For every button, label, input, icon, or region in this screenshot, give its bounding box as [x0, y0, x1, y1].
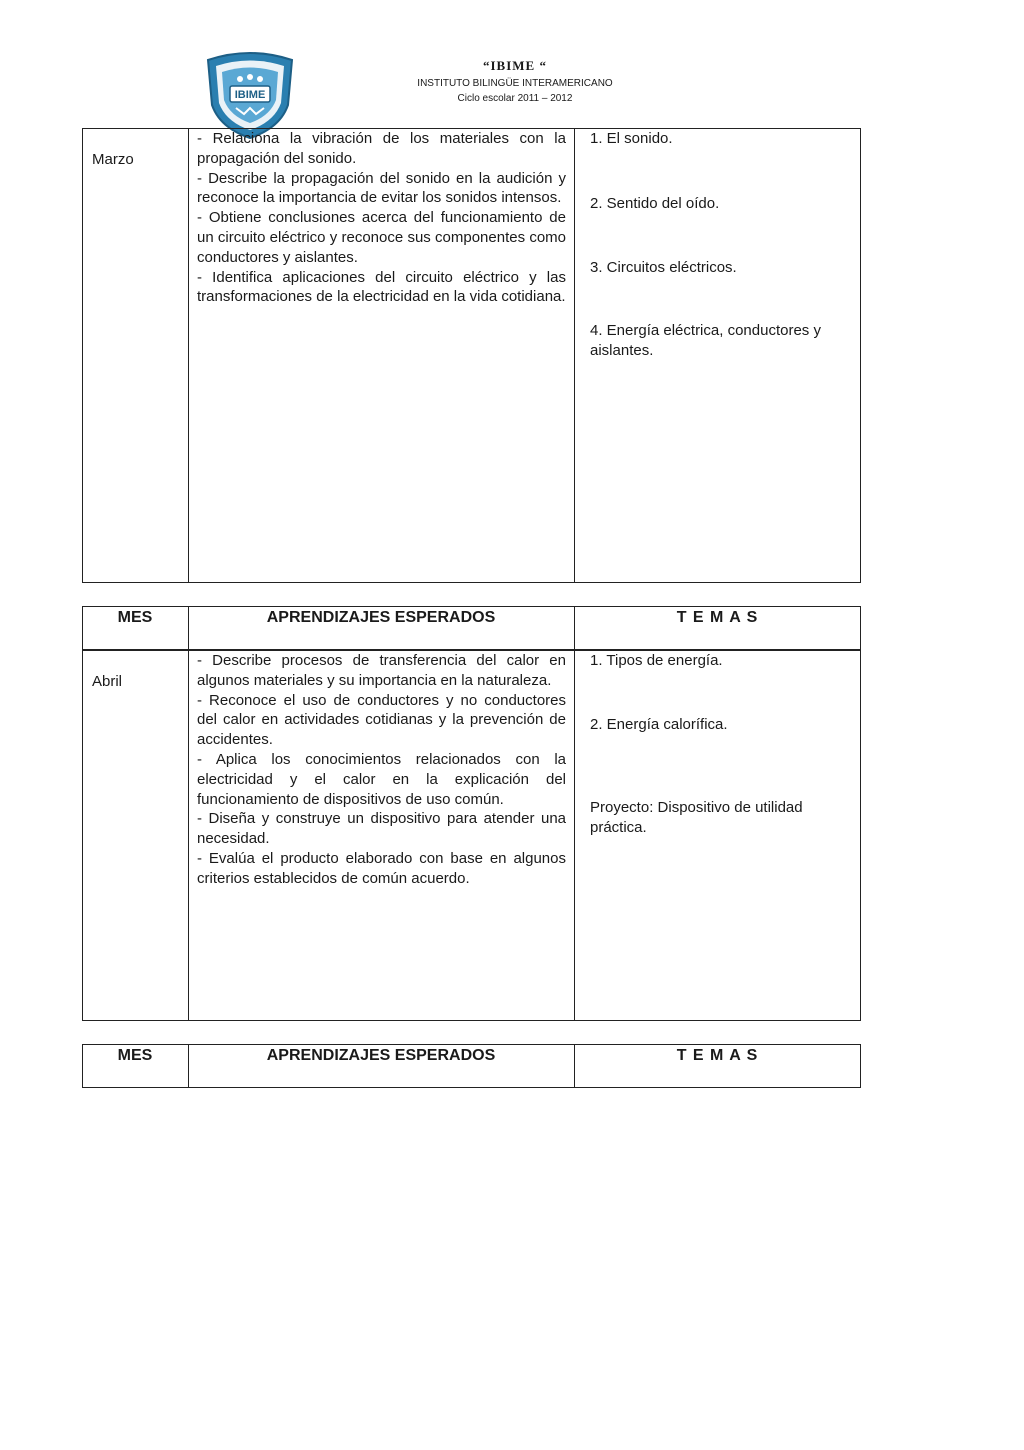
list-item: 1. Tipos de energía. — [590, 652, 723, 669]
header-mes: MES — [117, 609, 153, 626]
header-institute: INSTITUTO BILINGÜE INTERAMERICANO — [417, 78, 613, 89]
shield-logo — [200, 50, 300, 140]
list-item: - Describe la propagación del sonido en la audición y reconoce la importancia de evitar los sonidos intensos. — [197, 169, 566, 207]
aprendizajes-marzo — [197, 129, 566, 307]
list-item: 2. Sentido del oído. — [590, 195, 720, 212]
list-item: - Identifica aplicaciones del circuito eléctrico y las transformaciones de la electricidad en la vida cotidiana. — [197, 268, 566, 306]
header-aprendizajes: APRENDIZAJES ESPERADOS — [266, 1047, 496, 1064]
list-item: - Relaciona la vibración de los materiales con la propagación del sonido. — [197, 130, 566, 167]
list-item: - Diseña y construye un dispositivo para atender una necesidad. — [197, 810, 566, 848]
header-aprendizajes: APRENDIZAJES ESPERADOS — [266, 609, 496, 626]
list-item: 3. Circuitos eléctricos. — [590, 259, 737, 276]
header-mes: MES — [117, 1047, 153, 1064]
list-item: 4. Energía eléctrica, conductores y aislantes. — [590, 322, 821, 359]
list-item: - Describe procesos de transferencia del calor en algunos materiales y su importancia en la naturaleza. — [197, 652, 566, 689]
list-item: - Evalúa el producto elaborado con base en algunos criterios establecidos de común acuerdo. — [197, 849, 566, 887]
header-temas: T E M A S — [676, 1047, 759, 1064]
month-abril: Abril — [92, 673, 123, 690]
list-item: 1. El sonido. — [590, 130, 673, 147]
header-temas: T E M A S — [676, 609, 759, 626]
aprendizajes-abril — [197, 651, 566, 889]
list-item: Proyecto: Dispositivo de utilidad práctica. — [590, 799, 803, 836]
list-item: - Aplica los conocimientos relacionados con la electricidad y el calor en la explicación del funcionamiento de dispositivos de uso común. — [197, 750, 566, 808]
logo-badge-text: IBIME — [234, 89, 266, 101]
list-item: 2. Energía calorífica. — [590, 716, 728, 733]
list-item: - Obtiene conclusiones acerca del funcionamiento de un circuito eléctrico y reconoce sus componentes como conductores y aislantes. — [197, 209, 566, 266]
header-cycle: Ciclo escolar 2011 – 2012 — [457, 93, 573, 104]
month-marzo: Marzo — [92, 151, 134, 168]
list-item: - Reconoce el uso de conductores y no conductores del calor en actividades cotidianas y la prevención de accidentes. — [197, 691, 566, 749]
header-title: “IBIME “ — [483, 58, 547, 73]
